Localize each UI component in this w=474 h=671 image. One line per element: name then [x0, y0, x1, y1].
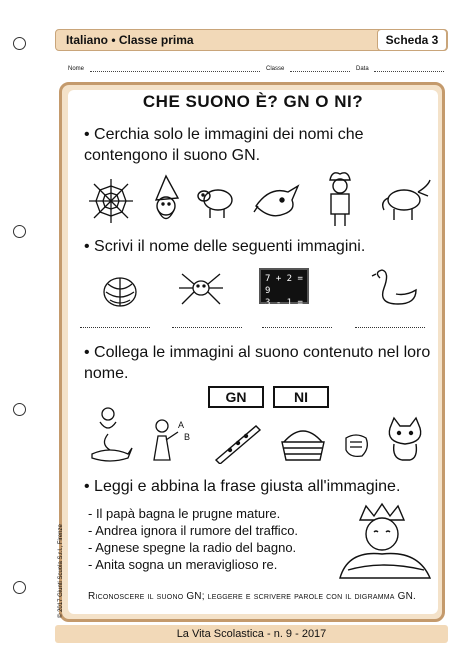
binder-hole	[13, 225, 26, 238]
blackboard-line-2: 3 - 1 = 2	[265, 298, 303, 320]
sound-box-gn[interactable]: GN	[208, 386, 264, 408]
dragon-icon[interactable]	[252, 176, 302, 224]
gnome-icon[interactable]	[146, 172, 186, 227]
flute-icon[interactable]	[212, 420, 264, 464]
footer-band: La Vita Scolastica - n. 9 - 2017	[55, 625, 448, 643]
sentence-option[interactable]: - Andrea ignora il rumore del traffico.	[88, 523, 299, 538]
answer-line[interactable]	[172, 320, 242, 328]
swan-icon[interactable]	[370, 268, 420, 310]
blackboard-icon[interactable]	[259, 268, 309, 320]
exercise-3-instruction: • Collega le immagini al suono contenuto nel loro nome.	[84, 344, 431, 382]
name-field[interactable]	[90, 66, 260, 72]
subject-label: Italiano • Classe prima	[66, 33, 194, 47]
sentence-option[interactable]: - Agnese spegne la radio del bagno.	[88, 540, 297, 555]
basket-icon[interactable]	[278, 424, 328, 464]
fist-icon[interactable]	[340, 430, 372, 460]
sound-box-ni[interactable]: NI	[273, 386, 329, 408]
binder-hole	[13, 37, 26, 50]
spider-icon[interactable]	[176, 268, 226, 312]
exercise-2-instruction: • Scrivi il nome delle seguenti immagini.	[84, 238, 366, 255]
exercise-1-instruction: • Cerchia solo le immagini dei nomi che contengono il suono GN.	[84, 126, 364, 164]
copyright-note	[56, 510, 64, 620]
date-label: Data	[356, 66, 369, 72]
binder-hole	[13, 581, 26, 594]
sentence-list	[88, 505, 298, 573]
class-label: Classe	[266, 66, 285, 72]
learning-goal: Riconoscere il suono GN; leggere e scrivere parole con il digramma GN.	[88, 591, 416, 602]
cat-icon[interactable]	[380, 414, 430, 464]
sheep-icon[interactable]	[196, 182, 236, 222]
answer-line[interactable]	[355, 320, 425, 328]
svg-text:A: A	[178, 420, 185, 430]
chef-icon[interactable]	[320, 168, 360, 228]
spider-web-icon[interactable]	[86, 176, 136, 226]
date-field[interactable]	[374, 66, 444, 72]
name-label: Nome	[68, 66, 85, 72]
student-info-row	[68, 66, 448, 76]
sentence-option[interactable]: - Anita sogna un meraviglioso re.	[88, 557, 278, 572]
svg-text:B: B	[184, 432, 191, 442]
genie-lamp-icon[interactable]	[86, 404, 136, 464]
binder-holes	[13, 0, 27, 671]
sleeping-king-icon	[338, 500, 433, 580]
sheet-number: Scheda 3	[377, 29, 447, 51]
worksheet-title: CHE SUONO È? GN O NI?	[142, 92, 364, 111]
sentence-option[interactable]: - Il papà bagna le prugne mature.	[88, 506, 281, 521]
exercise-4-instruction: • Leggi e abbina la frase giusta all'immagine.	[84, 478, 401, 495]
answer-line[interactable]	[262, 320, 332, 328]
answer-line[interactable]	[80, 320, 150, 328]
header-band	[55, 29, 448, 51]
binder-hole	[13, 403, 26, 416]
copyright-text: © 2017 Giunti Scuola S.r.l., Firenze	[58, 524, 64, 618]
teacher-icon[interactable]	[148, 414, 196, 464]
class-field[interactable]	[290, 66, 350, 72]
pinecone-icon[interactable]	[98, 268, 142, 312]
blackboard-line-1: 7 + 2 = 9	[265, 274, 303, 296]
bull-icon[interactable]	[378, 176, 433, 224]
